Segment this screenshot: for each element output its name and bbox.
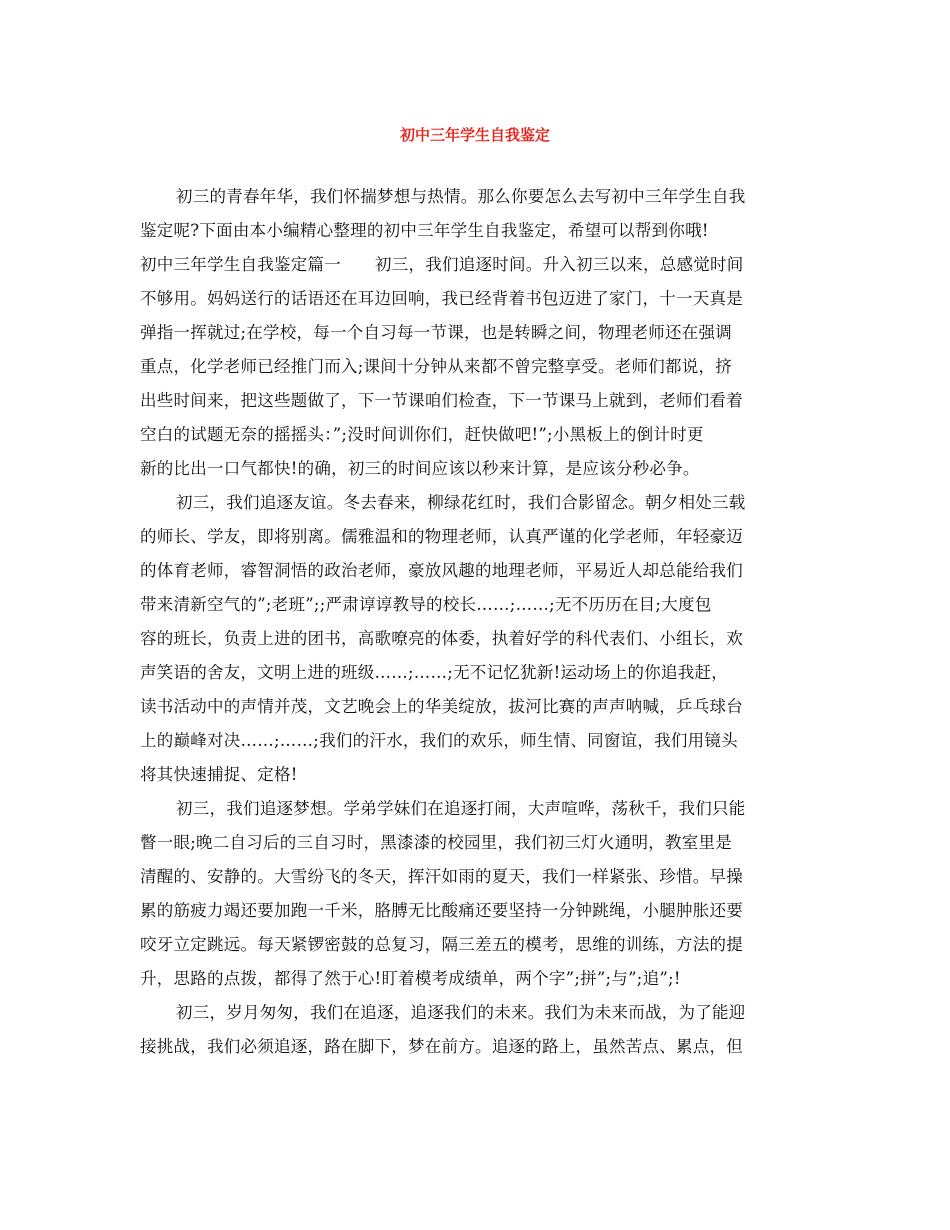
paragraph-line: 瞥一眼;晚二自习后的三自习时，黑漆漆的校园里，我们初三灯火通明，教室里是	[140, 833, 733, 852]
paragraph-line: 上的巅峰对决……;……;我们的汗水，我们的欢乐，师生情、同窗谊，我们用镜头	[140, 731, 738, 750]
paragraph-line: 声笑语的舍友，文明上进的班级……;……;无不记忆犹新!运动场上的你追我赶，	[140, 663, 728, 682]
paragraph-line: 带来清新空气的”;老班”;;严肃谆谆教导的校长……;……;无不历历在目;大度包	[140, 595, 712, 614]
paragraph-line: 接挑战，我们必须追逐，路在脚下，梦在前方。追逐的路上，虽然苦点、累点，但	[140, 1037, 743, 1056]
section-heading: 初中三年学生自我鉴定篇一	[140, 255, 341, 274]
paragraph-line: 弹指一挥就过;在学校，每一个自习每一节课，也是转瞬之间，物理老师还在强调	[140, 323, 733, 342]
paragraph-line: 累的筋疲力竭还要加跑一千米，胳膊无比酸痛还要坚持一分钟跳绳，小腿肿胀还要	[140, 901, 743, 920]
paragraph-line: 的体育老师，睿智洞悟的政治老师，豪放风趣的地理老师，平易近人却总能给我们	[140, 561, 743, 580]
intro-line: 初三的青春年华，我们怀揣梦想与热情。那么你要怎么去写初中三年学生自我	[176, 187, 746, 206]
paragraph-line: 新的比出一口气都快!的确，初三的时间应该以秒来计算，是应该分秒必争。	[140, 459, 700, 478]
document-title: 初中三年学生自我鉴定	[399, 126, 550, 144]
paragraph-line: 清醒的、安静的。大雪纷飞的冬天，挥汗如雨的夏天，我们一样紧张、珍惜。早操	[140, 867, 743, 886]
paragraph-line: 容的班长，负责上进的团书，高歌嘹亮的体委，执着好学的科代表们、小组长，欢	[140, 629, 743, 648]
paragraph-text: 初三，我们追逐时间。升入初三以来，总感觉时间	[375, 255, 744, 274]
paragraph-line: 初三，岁月匆匆，我们在追逐，追逐我们的未来。我们为未来而战，为了能迎	[176, 1003, 746, 1022]
intro-line: 鉴定呢?下面由本小编精心整理的初中三年学生自我鉴定，希望可以帮到你哦!	[140, 221, 709, 240]
paragraph-line: 将其快速捕捉、定格!	[140, 765, 298, 784]
document-body	[140, 180, 816, 1064]
paragraph-line: 读书活动中的声情并茂，文艺晚会上的华美绽放，拔河比赛的声声呐喊，乒乓球台	[140, 697, 743, 716]
paragraph-line: 重点，化学老师已经推门而入;课间十分钟从来都不曾完整享受。老师们都说，挤	[140, 357, 733, 376]
paragraph-line: 咬牙立定跳远。每天紧锣密鼓的总复习，隔三差五的模考，思维的训练，方法的提	[140, 935, 743, 954]
paragraph-line: 初三，我们追逐友谊。冬去春来，柳绿花红时，我们合影留念。朝夕相处三载	[176, 493, 746, 512]
paragraph-line: 不够用。妈妈送行的话语还在耳边回响，我已经背着书包迈进了家门，十一天真是	[140, 289, 743, 308]
paragraph-line: 升，思路的点拨，都得了然于心!盯着模考成绩单，两个字”;拼”;与”;追”;!	[140, 969, 681, 988]
section-heading-line	[140, 248, 816, 282]
paragraph-line: 的师长、学友，即将别离。儒雅温和的物理老师，认真严谨的化学老师，年轻豪迈	[140, 527, 743, 546]
paragraph-line: 初三，我们追逐梦想。学弟学妹们在追逐打闹，大声喧哗，荡秋千，我们只能	[176, 799, 746, 818]
paragraph-line: 空白的试题无奈的摇摇头：”;没时间训你们，赶快做吧!”;小黑板上的倒计时更	[140, 425, 704, 444]
paragraph-line: 出些时间来，把这些题做了，下一节课咱们检查，下一节课马上就到，老师们看着	[140, 391, 743, 410]
